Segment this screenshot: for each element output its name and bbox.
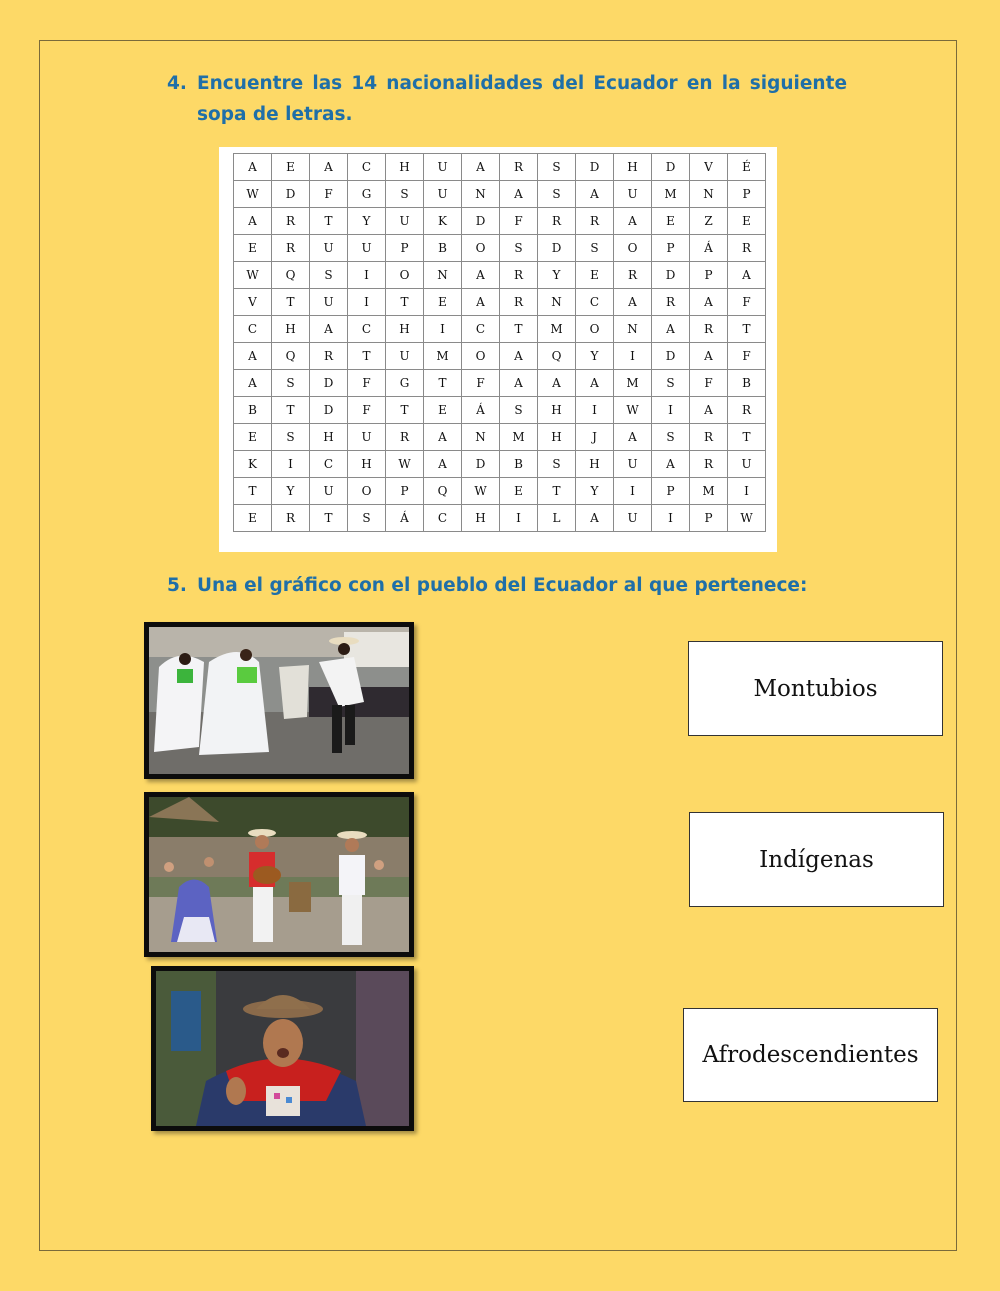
word-search-cell[interactable]: R [538,208,576,235]
word-search-cell[interactable]: P [652,235,690,262]
word-search-cell[interactable]: M [614,370,652,397]
word-search-cell[interactable]: Y [576,343,614,370]
photo-montubio-musicians[interactable] [144,792,414,957]
word-search-cell[interactable]: A [234,154,272,181]
word-search-row [234,181,766,208]
word-search-cell[interactable]: I [348,262,386,289]
word-search-cell[interactable]: D [576,154,614,181]
word-search-cell[interactable]: H [272,316,310,343]
word-search-cell[interactable]: P [386,478,424,505]
label-indigenas[interactable]: Indígenas [689,812,944,907]
word-search-cell[interactable]: H [538,397,576,424]
word-search-cell[interactable]: H [538,424,576,451]
word-search-cell[interactable]: I [348,289,386,316]
word-search-cell[interactable]: M [538,316,576,343]
word-search-cell[interactable]: C [576,289,614,316]
word-search-cell[interactable]: R [690,316,728,343]
word-search-row [234,154,766,181]
word-search-cell[interactable]: D [462,451,500,478]
word-search-cell[interactable]: I [424,316,462,343]
word-search-cell[interactable]: K [234,451,272,478]
word-search-cell[interactable]: R [690,424,728,451]
question-5-number: 5. [167,575,187,596]
word-search-cell[interactable]: C [310,451,348,478]
word-search-cell[interactable]: I [614,343,652,370]
word-search-cell[interactable]: P [690,505,728,532]
word-search-row [234,235,766,262]
word-search-cell[interactable]: P [386,235,424,262]
word-search-cell[interactable]: R [614,262,652,289]
word-search-cell[interactable]: O [348,478,386,505]
word-search-cell[interactable]: P [652,478,690,505]
word-search-cell[interactable]: S [576,235,614,262]
word-search-cell[interactable]: F [728,289,766,316]
word-search-cell[interactable]: W [234,181,272,208]
word-search-cell[interactable]: D [538,235,576,262]
word-search-cell[interactable]: A [614,289,652,316]
word-search-cell[interactable]: U [614,505,652,532]
word-search-cell[interactable]: Q [272,343,310,370]
word-search-cell[interactable]: I [272,451,310,478]
word-search-cell[interactable]: O [614,235,652,262]
word-search-cell[interactable]: N [690,181,728,208]
word-search-cell[interactable]: N [614,316,652,343]
word-search-cell[interactable]: U [614,451,652,478]
word-search-cell[interactable]: R [576,208,614,235]
word-search-cell[interactable]: A [538,370,576,397]
word-search-cell[interactable]: A [614,208,652,235]
word-search-cell[interactable]: T [310,505,348,532]
word-search-cell[interactable]: Y [348,208,386,235]
word-search-row [234,424,766,451]
word-search-cell[interactable]: T [728,424,766,451]
word-search-cell[interactable]: A [424,424,462,451]
word-search-cell[interactable]: F [310,181,348,208]
word-search-cell[interactable]: E [272,154,310,181]
word-search-row [234,397,766,424]
word-search-cell[interactable]: E [234,505,272,532]
word-search-cell[interactable]: A [500,181,538,208]
word-search-cell[interactable]: U [728,451,766,478]
word-search-cell[interactable]: O [462,235,500,262]
word-search-cell[interactable]: A [462,154,500,181]
word-search-cell[interactable]: R [728,235,766,262]
word-search-cell[interactable]: U [310,235,348,262]
word-search-cell[interactable]: A [462,289,500,316]
word-search-cell[interactable]: A [310,154,348,181]
word-search-cell[interactable]: T [348,343,386,370]
word-search-cell[interactable]: N [462,181,500,208]
word-search-cell[interactable]: R [500,154,538,181]
word-search-cell[interactable]: S [310,262,348,289]
word-search-cell[interactable]: H [310,424,348,451]
word-search-cell[interactable]: S [348,505,386,532]
word-search-cell[interactable]: É [728,154,766,181]
word-search-cell[interactable]: U [386,343,424,370]
word-search-cell[interactable]: H [462,505,500,532]
word-search-cell[interactable]: V [690,154,728,181]
word-search-cell[interactable]: M [652,181,690,208]
word-search-cell[interactable]: Y [272,478,310,505]
word-search-cell[interactable]: Q [272,262,310,289]
word-search-cell[interactable]: H [614,154,652,181]
word-search-cell[interactable]: U [424,154,462,181]
word-search-cell[interactable]: I [728,478,766,505]
word-search-cell[interactable]: A [310,316,348,343]
word-search-cell[interactable]: A [462,262,500,289]
word-search-cell[interactable]: C [462,316,500,343]
word-search-cell[interactable]: W [234,262,272,289]
word-search-cell[interactable]: D [462,208,500,235]
question-4-number: 4. [167,73,187,94]
word-search-cell[interactable]: N [538,289,576,316]
word-search-cell[interactable]: U [386,208,424,235]
word-search-cell[interactable]: S [538,181,576,208]
word-search-panel [219,147,777,552]
word-search-cell[interactable]: U [348,424,386,451]
word-search-row [234,289,766,316]
question-5 [167,570,807,601]
word-search-cell[interactable]: I [652,397,690,424]
word-search-cell[interactable]: S [538,451,576,478]
word-search-cell[interactable]: A [728,262,766,289]
word-search-row [234,451,766,478]
photo-afro-dancers[interactable] [144,622,414,779]
word-search-row [234,370,766,397]
word-search-row [234,478,766,505]
word-search-cell[interactable]: Z [690,208,728,235]
word-search-grid [233,153,766,532]
word-search-cell[interactable]: A [690,289,728,316]
word-search-cell[interactable]: P [690,262,728,289]
word-search-cell[interactable]: D [310,370,348,397]
word-search-cell[interactable]: M [690,478,728,505]
word-search-cell[interactable]: H [386,154,424,181]
word-search-cell[interactable]: E [234,235,272,262]
word-search-cell[interactable]: S [500,397,538,424]
word-search-cell[interactable]: R [272,505,310,532]
word-search-cell[interactable]: R [500,262,538,289]
question-4 [167,68,857,130]
word-search-cell[interactable]: U [348,235,386,262]
word-search-cell[interactable]: Q [538,343,576,370]
word-search-cell[interactable]: U [310,289,348,316]
word-search-cell[interactable]: D [272,181,310,208]
word-search-cell[interactable]: N [424,262,462,289]
word-search-cell[interactable]: A [576,505,614,532]
word-search-cell[interactable]: Q [424,478,462,505]
word-search-cell[interactable]: Á [386,505,424,532]
word-search-cell[interactable]: I [614,478,652,505]
word-search-cell[interactable]: E [500,478,538,505]
word-search-cell[interactable]: T [234,478,272,505]
word-search-cell[interactable]: H [348,451,386,478]
word-search-cell[interactable]: S [272,424,310,451]
word-search-cell[interactable]: D [652,154,690,181]
word-search-cell[interactable]: R [652,289,690,316]
word-search-cell[interactable]: C [234,316,272,343]
word-search-cell[interactable]: A [576,181,614,208]
word-search-cell[interactable]: F [462,370,500,397]
word-search-cell[interactable]: W [728,505,766,532]
word-search-cell[interactable]: A [652,451,690,478]
word-search-cell[interactable]: T [728,316,766,343]
word-search-cell[interactable]: Á [462,397,500,424]
label-montubios[interactable]: Montubios [688,641,943,736]
word-search-cell[interactable]: R [272,235,310,262]
word-search-cell[interactable]: V [234,289,272,316]
word-search-row [234,262,766,289]
word-search-cell[interactable]: D [310,397,348,424]
word-search-cell[interactable]: A [500,370,538,397]
word-search-cell[interactable]: S [652,424,690,451]
word-search-cell[interactable]: E [576,262,614,289]
word-search-cell[interactable]: S [652,370,690,397]
word-search-cell[interactable]: F [690,370,728,397]
word-search-cell[interactable]: S [386,181,424,208]
word-search-cell[interactable]: E [234,424,272,451]
word-search-cell[interactable]: A [234,343,272,370]
word-search-row [234,505,766,532]
word-search-cell[interactable]: B [234,397,272,424]
word-search-cell[interactable]: T [272,397,310,424]
word-search-cell[interactable]: A [424,451,462,478]
word-search-cell[interactable]: E [652,208,690,235]
word-search-cell[interactable]: J [576,424,614,451]
word-search-cell[interactable]: E [728,208,766,235]
word-search-cell[interactable]: A [690,343,728,370]
word-search-cell[interactable]: T [500,316,538,343]
label-afrodescendientes[interactable]: Afrodescendientes [683,1008,938,1102]
word-search-cell[interactable]: N [462,424,500,451]
word-search-cell[interactable]: A [614,424,652,451]
word-search-cell[interactable]: S [500,235,538,262]
word-search-cell[interactable]: A [690,397,728,424]
word-search-cell[interactable]: E [424,397,462,424]
word-search-cell[interactable]: F [500,208,538,235]
word-search-cell[interactable]: T [272,289,310,316]
word-search-cell[interactable]: B [424,235,462,262]
word-search-cell[interactable]: R [500,289,538,316]
word-search-cell[interactable]: C [348,316,386,343]
word-search-cell[interactable]: L [538,505,576,532]
word-search-cell[interactable]: R [386,424,424,451]
word-search-cell[interactable]: S [272,370,310,397]
word-search-cell[interactable]: W [614,397,652,424]
question-5-text: Una el gráfico con el pueblo del Ecuador al que pertenece: [197,575,808,596]
word-search-cell[interactable]: Y [576,478,614,505]
word-search-cell[interactable]: I [500,505,538,532]
word-search-cell[interactable]: W [462,478,500,505]
word-search-cell[interactable]: T [424,370,462,397]
word-search-cell[interactable]: O [462,343,500,370]
word-search-cell[interactable]: Y [538,262,576,289]
word-search-cell[interactable]: R [728,397,766,424]
word-search-cell[interactable]: O [386,262,424,289]
word-search-cell[interactable]: T [386,397,424,424]
word-search-row [234,208,766,235]
word-search-cell[interactable]: D [652,343,690,370]
photo-indigenous-woman[interactable] [151,966,414,1131]
word-search-cell[interactable]: G [348,181,386,208]
word-search-cell[interactable]: C [424,505,462,532]
word-search-cell[interactable]: R [690,451,728,478]
word-search-cell[interactable]: H [386,316,424,343]
word-search-cell[interactable]: F [728,343,766,370]
word-search-cell[interactable]: A [576,370,614,397]
word-search-cell[interactable]: E [424,289,462,316]
word-search-cell[interactable]: T [386,289,424,316]
word-search-cell[interactable]: I [652,505,690,532]
word-search-cell[interactable]: B [728,370,766,397]
word-search-cell[interactable]: D [652,262,690,289]
word-search-cell[interactable]: Á [690,235,728,262]
word-search-row [234,343,766,370]
word-search-row [234,316,766,343]
word-search-cell[interactable]: A [500,343,538,370]
question-4-text: Encuentre las 14 nacionalidades del Ecuador en la siguiente sopa de letras. [197,73,847,125]
word-search-cell[interactable]: G [386,370,424,397]
word-search-cell[interactable]: W [386,451,424,478]
word-search-cell[interactable]: A [652,316,690,343]
word-search-cell[interactable]: U [614,181,652,208]
word-search-cell[interactable]: M [500,424,538,451]
word-search-cell[interactable]: R [272,208,310,235]
word-search-cell[interactable]: T [310,208,348,235]
word-search-cell[interactable]: T [538,478,576,505]
word-search-cell[interactable]: A [234,208,272,235]
word-search-cell[interactable]: U [424,181,462,208]
word-search-cell[interactable]: S [538,154,576,181]
word-search-cell[interactable]: A [234,370,272,397]
word-search-cell[interactable]: F [348,397,386,424]
word-search-cell[interactable]: B [500,451,538,478]
word-search-cell[interactable]: O [576,316,614,343]
word-search-cell[interactable]: M [424,343,462,370]
word-search-cell[interactable]: I [576,397,614,424]
word-search-cell[interactable]: H [576,451,614,478]
word-search-cell[interactable]: P [728,181,766,208]
word-search-cell[interactable]: R [310,343,348,370]
word-search-cell[interactable]: K [424,208,462,235]
word-search-cell[interactable]: C [348,154,386,181]
word-search-cell[interactable]: F [348,370,386,397]
word-search-cell[interactable]: U [310,478,348,505]
